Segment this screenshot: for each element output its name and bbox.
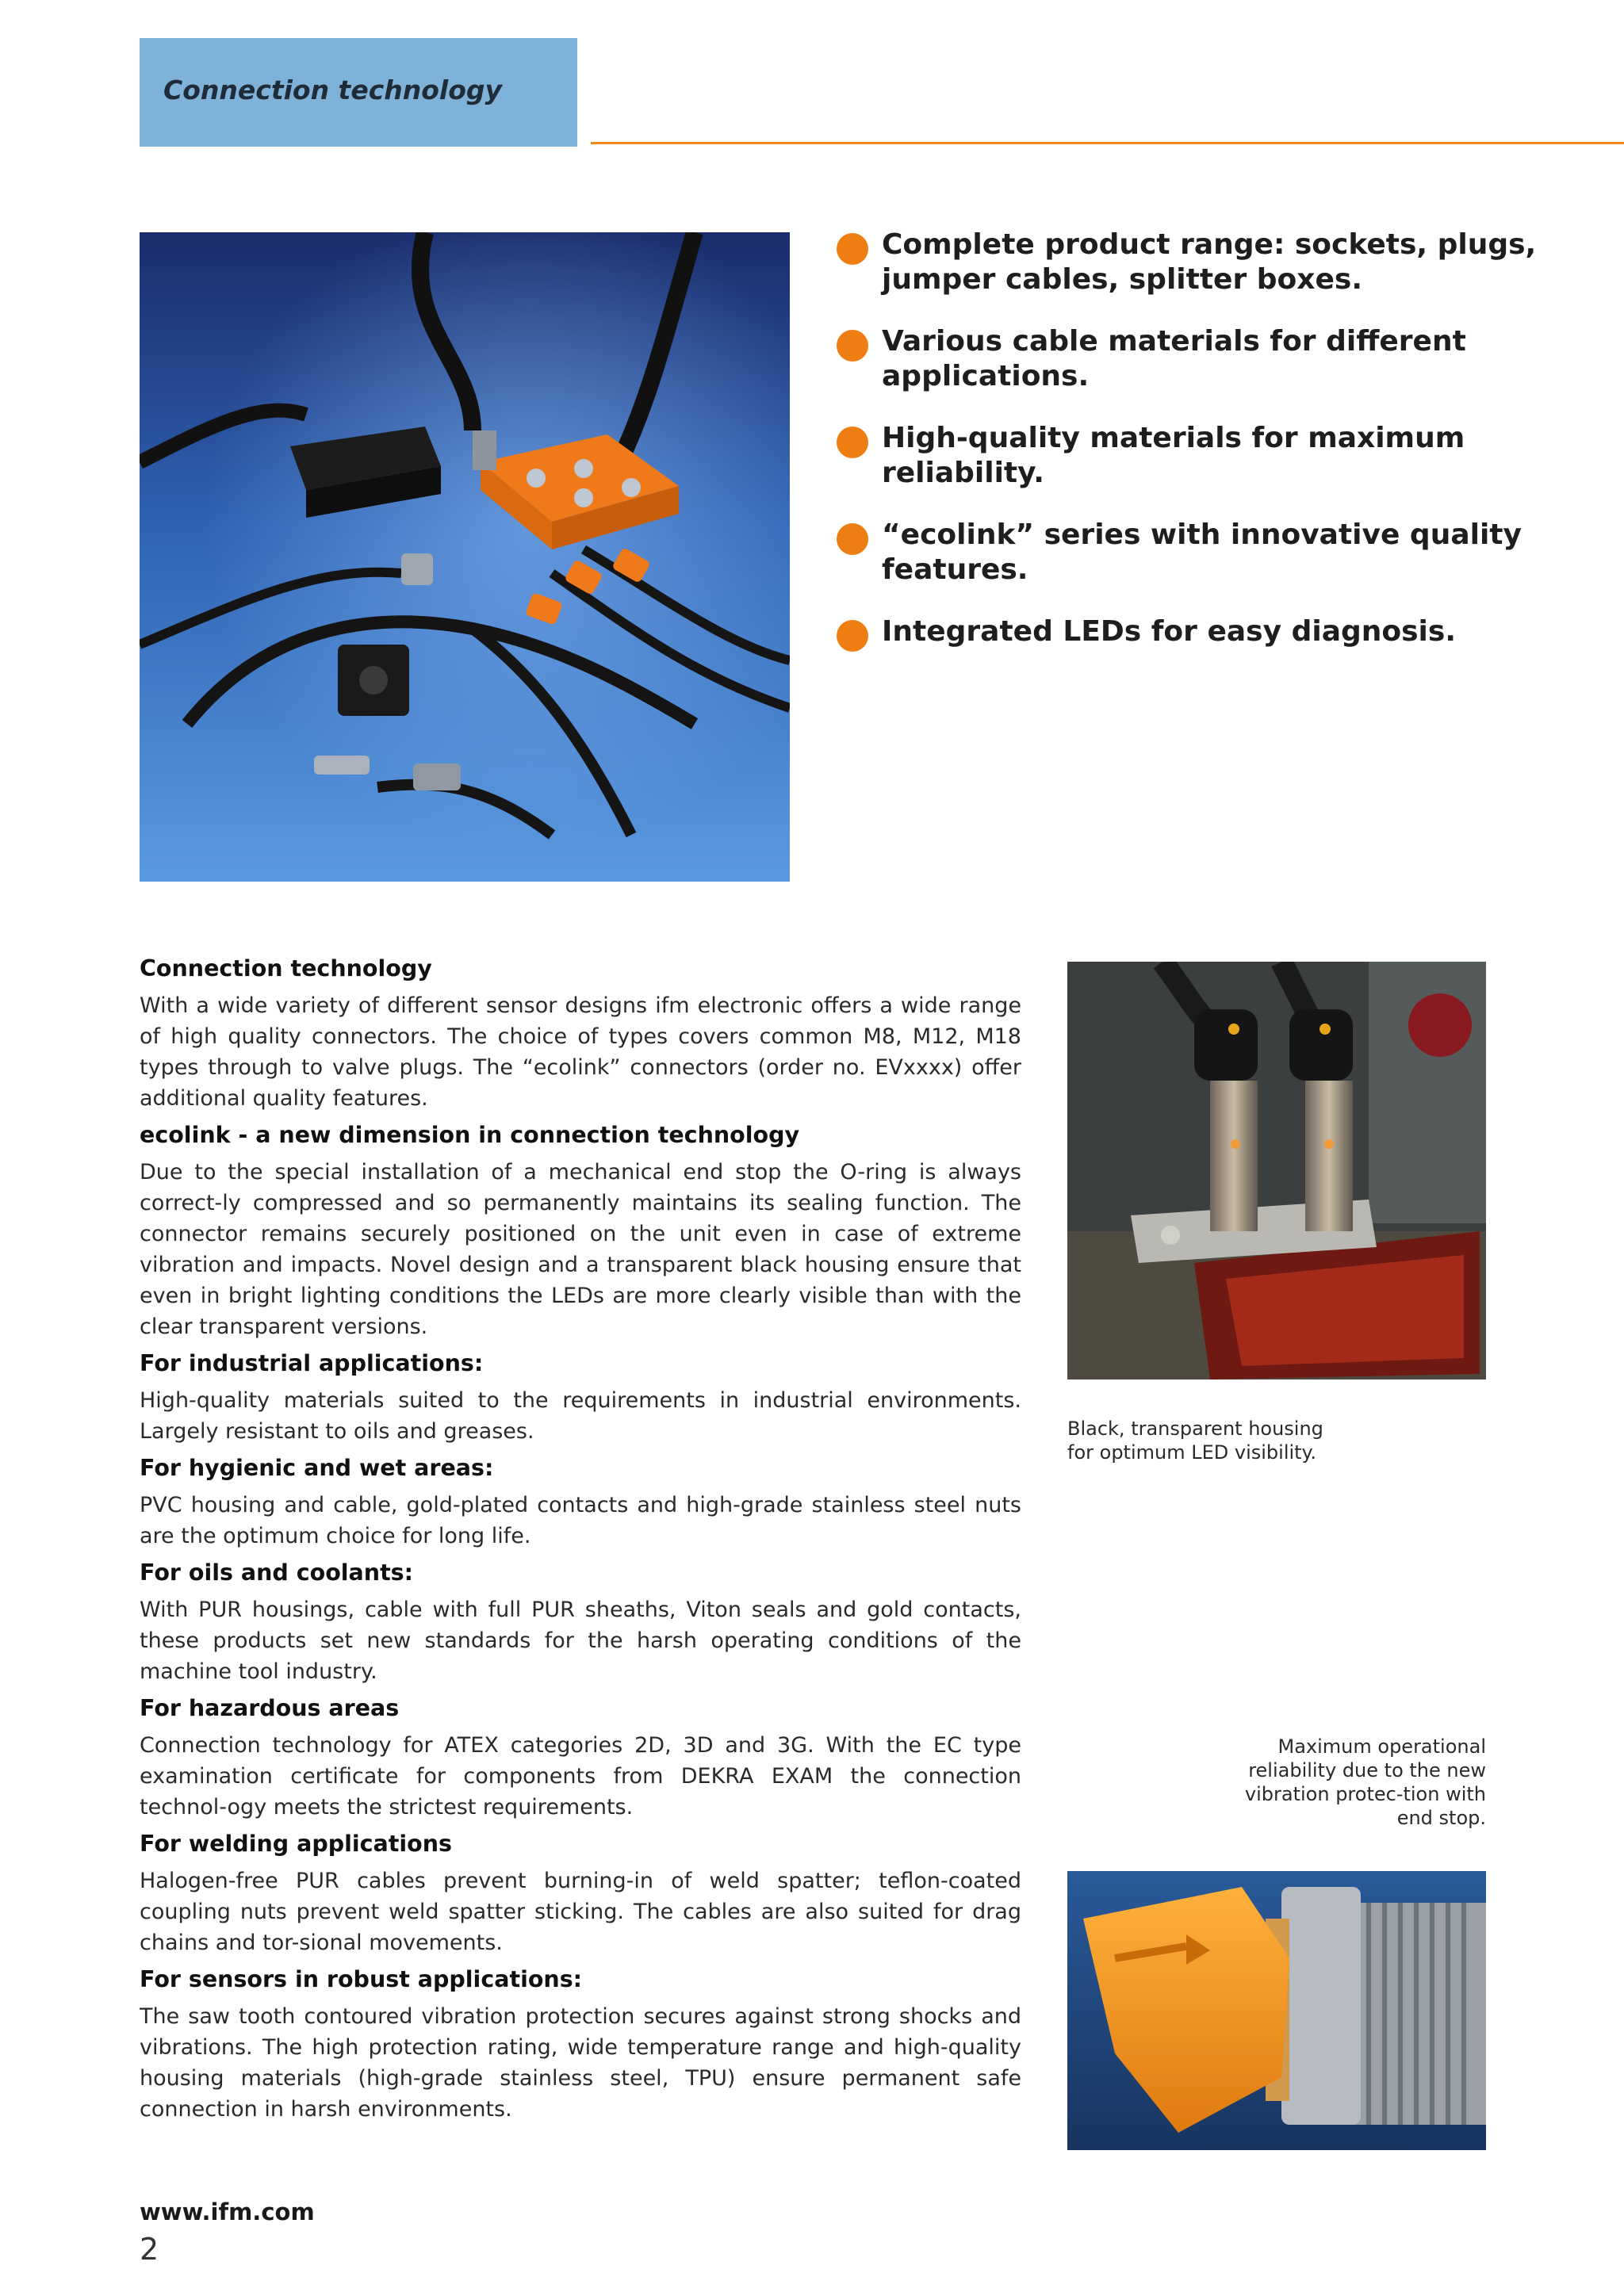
section-heading: For oils and coolants: — [140, 1559, 414, 1586]
section-heading: For hazardous areas — [140, 1695, 400, 1721]
page-number: 2 — [140, 2232, 159, 2267]
sensor-connectors-photo — [1067, 962, 1486, 1380]
feature-bullet: Integrated LEDs for easy diagnosis. — [837, 614, 1598, 649]
header-divider — [591, 142, 1624, 144]
feature-bullet: Various cable materials for different applications. — [837, 324, 1598, 394]
vibration-protection-photo — [1067, 1871, 1486, 2150]
section-heading: For welding applications — [140, 1831, 453, 1857]
section-heading: ecolink - a new dimension in connection technology — [140, 1122, 800, 1148]
image-caption: Black, transparent housing for optimum LED visibility. — [1067, 1418, 1323, 1464]
section-title: Connection technology — [163, 75, 503, 105]
section-heading: Connection technology — [140, 955, 432, 982]
section-paragraph: Halogen-free PUR cables prevent burning-in of weld spatter; teflon-coated coupling nuts prevent weld spatter sticking. The cables are also suited for drag chains and tor-sional movements. — [140, 1869, 1021, 1955]
footer-website-link[interactable]: www.ifm.com — [140, 2198, 315, 2225]
feature-bullet: Complete product range: sockets, plugs, jumper cables, splitter boxes. — [837, 228, 1598, 297]
section-paragraph: Due to the special installation of a mechanical end stop the O-ring is always correct-ly compressed and so permanently maintains its sealing function. The connector remains securely positioned on the unit even in case of extreme vibration and impacts. Novel design and a transparent black housing ensure that even in bright lighting conditions the LEDs are more clearly visible than with the clear transparent versions. — [140, 1160, 1021, 1339]
section-paragraph: With a wide variety of different sensor designs ifm electronic offers a wide range of high quality connectors. The choice of types covers common M8, M12, M18 types through to valve plugs. The “ecolink” connectors (order no. EVxxxx) offer additional quality features. — [140, 993, 1021, 1111]
section-heading: For industrial applications: — [140, 1350, 484, 1376]
section-paragraph: With PUR housings, cable with full PUR sheaths, Viton seals and gold contacts, these products set new standards for the harsh operating conditions of the machine tool industry. — [140, 1598, 1021, 1684]
section-header-tab — [140, 38, 577, 147]
section-heading: For sensors in robust applications: — [140, 1966, 583, 1992]
section-heading: For hygienic and wet areas: — [140, 1455, 494, 1481]
image-caption: Maximum operational reliability due to the new vibration protec-tion with end stop. — [1244, 1735, 1486, 1829]
bullet-dot-icon — [837, 233, 868, 265]
feature-bullet: “ecolink” series with innovative quality features. — [837, 518, 1598, 587]
section-paragraph: PVC housing and cable, gold-plated contacts and high-grade stainless steel nuts are the optimum choice for long life. — [140, 1493, 1021, 1548]
bullet-dot-icon — [837, 330, 868, 362]
section-paragraph: The saw tooth contoured vibration protection secures against strong shocks and vibrations. The high protection rating, wide temperature range and high-quality housing materials (high-grade stainless steel, TPU) ensure permanent safe connection in harsh environments. — [140, 2004, 1021, 2122]
bullet-dot-icon — [837, 523, 868, 555]
feature-bullet: High-quality materials for maximum reliability. — [837, 421, 1598, 491]
bullet-dot-icon — [837, 620, 868, 652]
feature-bullet-list — [837, 228, 1598, 676]
bullet-dot-icon — [837, 427, 868, 458]
section-paragraph: Connection technology for ATEX categories 2D, 3D and 3G. With the EC type examination certificate for components from DEKRA EXAM the connection technol-ogy meets the strictest requirements. — [140, 1733, 1021, 1820]
body-text-column — [140, 955, 1021, 2132]
product-range-photo — [140, 232, 790, 882]
section-paragraph: High-quality materials suited to the requirements in industrial environments. Largely resistant to oils and greases. — [140, 1388, 1021, 1444]
